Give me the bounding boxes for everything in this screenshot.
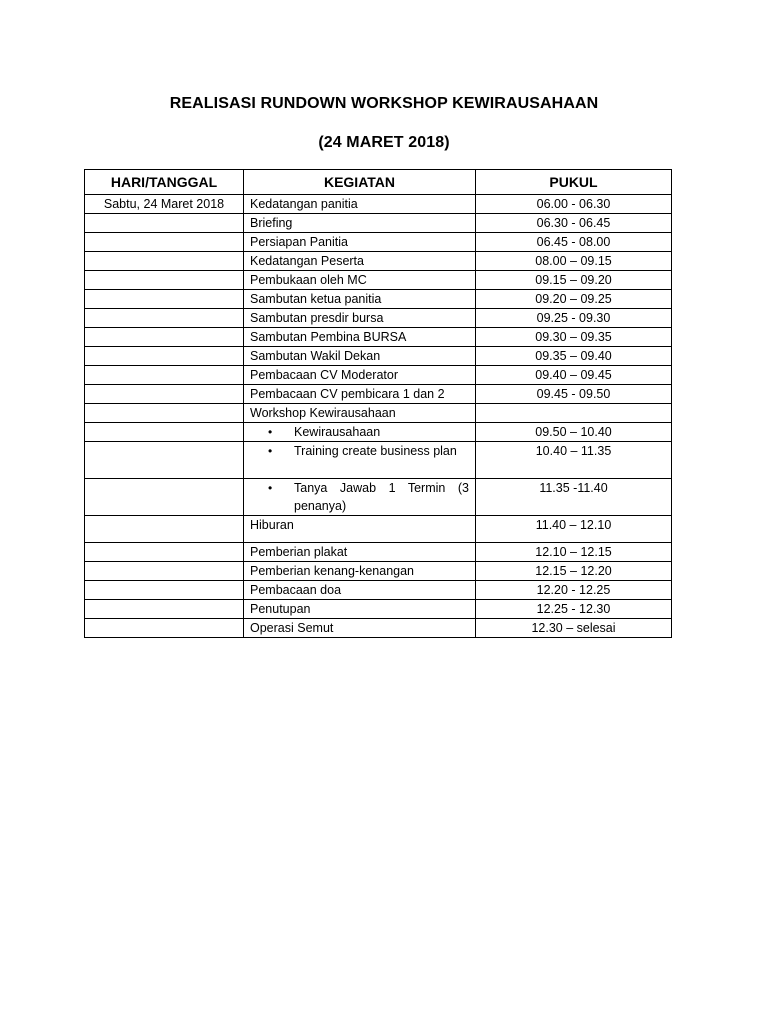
cell-day: [85, 347, 244, 366]
table-row: [85, 619, 672, 638]
cell-day: [85, 619, 244, 638]
cell-time: [476, 404, 672, 423]
cell-time: 08.00 – 09.15: [476, 252, 672, 271]
header-day: HARI/TANGGAL: [85, 170, 244, 195]
bullet-text: Training create business plan: [294, 444, 457, 458]
cell-activity: Persiapan Panitia: [244, 233, 476, 252]
document-title: REALISASI RUNDOWN WORKSHOP KEWIRAUSAHAAN: [169, 95, 599, 112]
cell-day: [85, 309, 244, 328]
cell-time: 10.40 – 11.35: [476, 442, 672, 479]
header-time: PUKUL: [476, 170, 672, 195]
cell-day: [85, 562, 244, 581]
cell-day: [85, 233, 244, 252]
table-row: [85, 479, 672, 516]
document-subtitle: (24 MARET 2018): [318, 134, 450, 151]
cell-activity: Sambutan ketua panitia: [244, 290, 476, 309]
table-row: [85, 581, 672, 600]
cell-day: [85, 600, 244, 619]
cell-time: 06.30 - 06.45: [476, 214, 672, 233]
table-row: [85, 516, 672, 543]
cell-time: 06.00 - 06.30: [476, 195, 672, 214]
bullet-item: [250, 479, 469, 515]
cell-activity: Pembacaan CV Moderator: [244, 366, 476, 385]
cell-activity: Pemberian kenang-kenangan: [244, 562, 476, 581]
cell-time: 09.30 – 09.35: [476, 328, 672, 347]
bullet-item: [250, 442, 469, 460]
cell-day: [85, 543, 244, 562]
table-row: [85, 543, 672, 562]
cell-day: [85, 366, 244, 385]
table-row: [85, 214, 672, 233]
cell-activity: [244, 423, 476, 442]
table-header: [85, 170, 672, 195]
cell-time: 06.45 - 08.00: [476, 233, 672, 252]
table-row: [85, 366, 672, 385]
table-row: [85, 290, 672, 309]
cell-time: 09.50 – 10.40: [476, 423, 672, 442]
bullet-item: [250, 423, 469, 441]
cell-day: [85, 442, 244, 479]
table-row: [85, 404, 672, 423]
cell-activity: Kedatangan Peserta: [244, 252, 476, 271]
cell-time: 11.40 – 12.10: [476, 516, 672, 543]
cell-time: 09.15 – 09.20: [476, 271, 672, 290]
table-row: [85, 600, 672, 619]
table-row: [85, 252, 672, 271]
cell-day: [85, 214, 244, 233]
cell-time: 12.20 - 12.25: [476, 581, 672, 600]
cell-day: [85, 516, 244, 543]
cell-activity: Penutupan: [244, 600, 476, 619]
cell-time: 12.30 – selesai: [476, 619, 672, 638]
cell-time: 12.25 - 12.30: [476, 600, 672, 619]
table-row: [85, 271, 672, 290]
table-row: [85, 562, 672, 581]
table-row: [85, 442, 672, 479]
cell-activity: Workshop Kewirausahaan: [244, 404, 476, 423]
table-row: [85, 385, 672, 404]
cell-time: 09.35 – 09.40: [476, 347, 672, 366]
table-row: [85, 347, 672, 366]
cell-day: Sabtu, 24 Maret 2018: [85, 195, 244, 214]
cell-activity: [244, 442, 476, 479]
table-row: [85, 195, 672, 214]
cell-activity: Pemberian plakat: [244, 543, 476, 562]
cell-time: 12.15 – 12.20: [476, 562, 672, 581]
bullet-text: Tanya Jawab 1 Termin (3 penanya): [294, 481, 469, 513]
cell-day: [85, 385, 244, 404]
cell-activity: Sambutan Pembina BURSA: [244, 328, 476, 347]
cell-day: [85, 479, 244, 516]
cell-activity: Operasi Semut: [244, 619, 476, 638]
cell-activity: Kedatangan panitia: [244, 195, 476, 214]
cell-activity: Pembacaan CV pembicara 1 dan 2: [244, 385, 476, 404]
cell-activity: Pembukaan oleh MC: [244, 271, 476, 290]
cell-day: [85, 252, 244, 271]
table-header-row: [85, 170, 672, 195]
cell-day: [85, 404, 244, 423]
table-row: [85, 309, 672, 328]
cell-day: [85, 581, 244, 600]
cell-day: [85, 290, 244, 309]
bullet-icon: •: [268, 425, 273, 439]
cell-day: [85, 328, 244, 347]
cell-activity: Briefing: [244, 214, 476, 233]
cell-time: 09.25 - 09.30: [476, 309, 672, 328]
header-activity: KEGIATAN: [244, 170, 476, 195]
table-row: [85, 328, 672, 347]
bullet-icon: •: [268, 481, 273, 495]
cell-time: 12.10 – 12.15: [476, 543, 672, 562]
cell-activity: Sambutan presdir bursa: [244, 309, 476, 328]
cell-activity: Pembacaan doa: [244, 581, 476, 600]
table-row: [85, 233, 672, 252]
cell-time: 11.35 -11.40: [476, 479, 672, 516]
bullet-text: Kewirausahaan: [294, 425, 381, 439]
rundown-table: [84, 169, 672, 638]
cell-activity: Hiburan: [244, 516, 476, 543]
table-body: [85, 195, 672, 638]
table-row: [85, 423, 672, 442]
cell-time: 09.20 – 09.25: [476, 290, 672, 309]
cell-day: [85, 423, 244, 442]
cell-day: [85, 271, 244, 290]
cell-time: 09.40 – 09.45: [476, 366, 672, 385]
cell-activity: [244, 479, 476, 516]
cell-time: 09.45 - 09.50: [476, 385, 672, 404]
cell-activity: Sambutan Wakil Dekan: [244, 347, 476, 366]
bullet-icon: •: [268, 444, 273, 458]
